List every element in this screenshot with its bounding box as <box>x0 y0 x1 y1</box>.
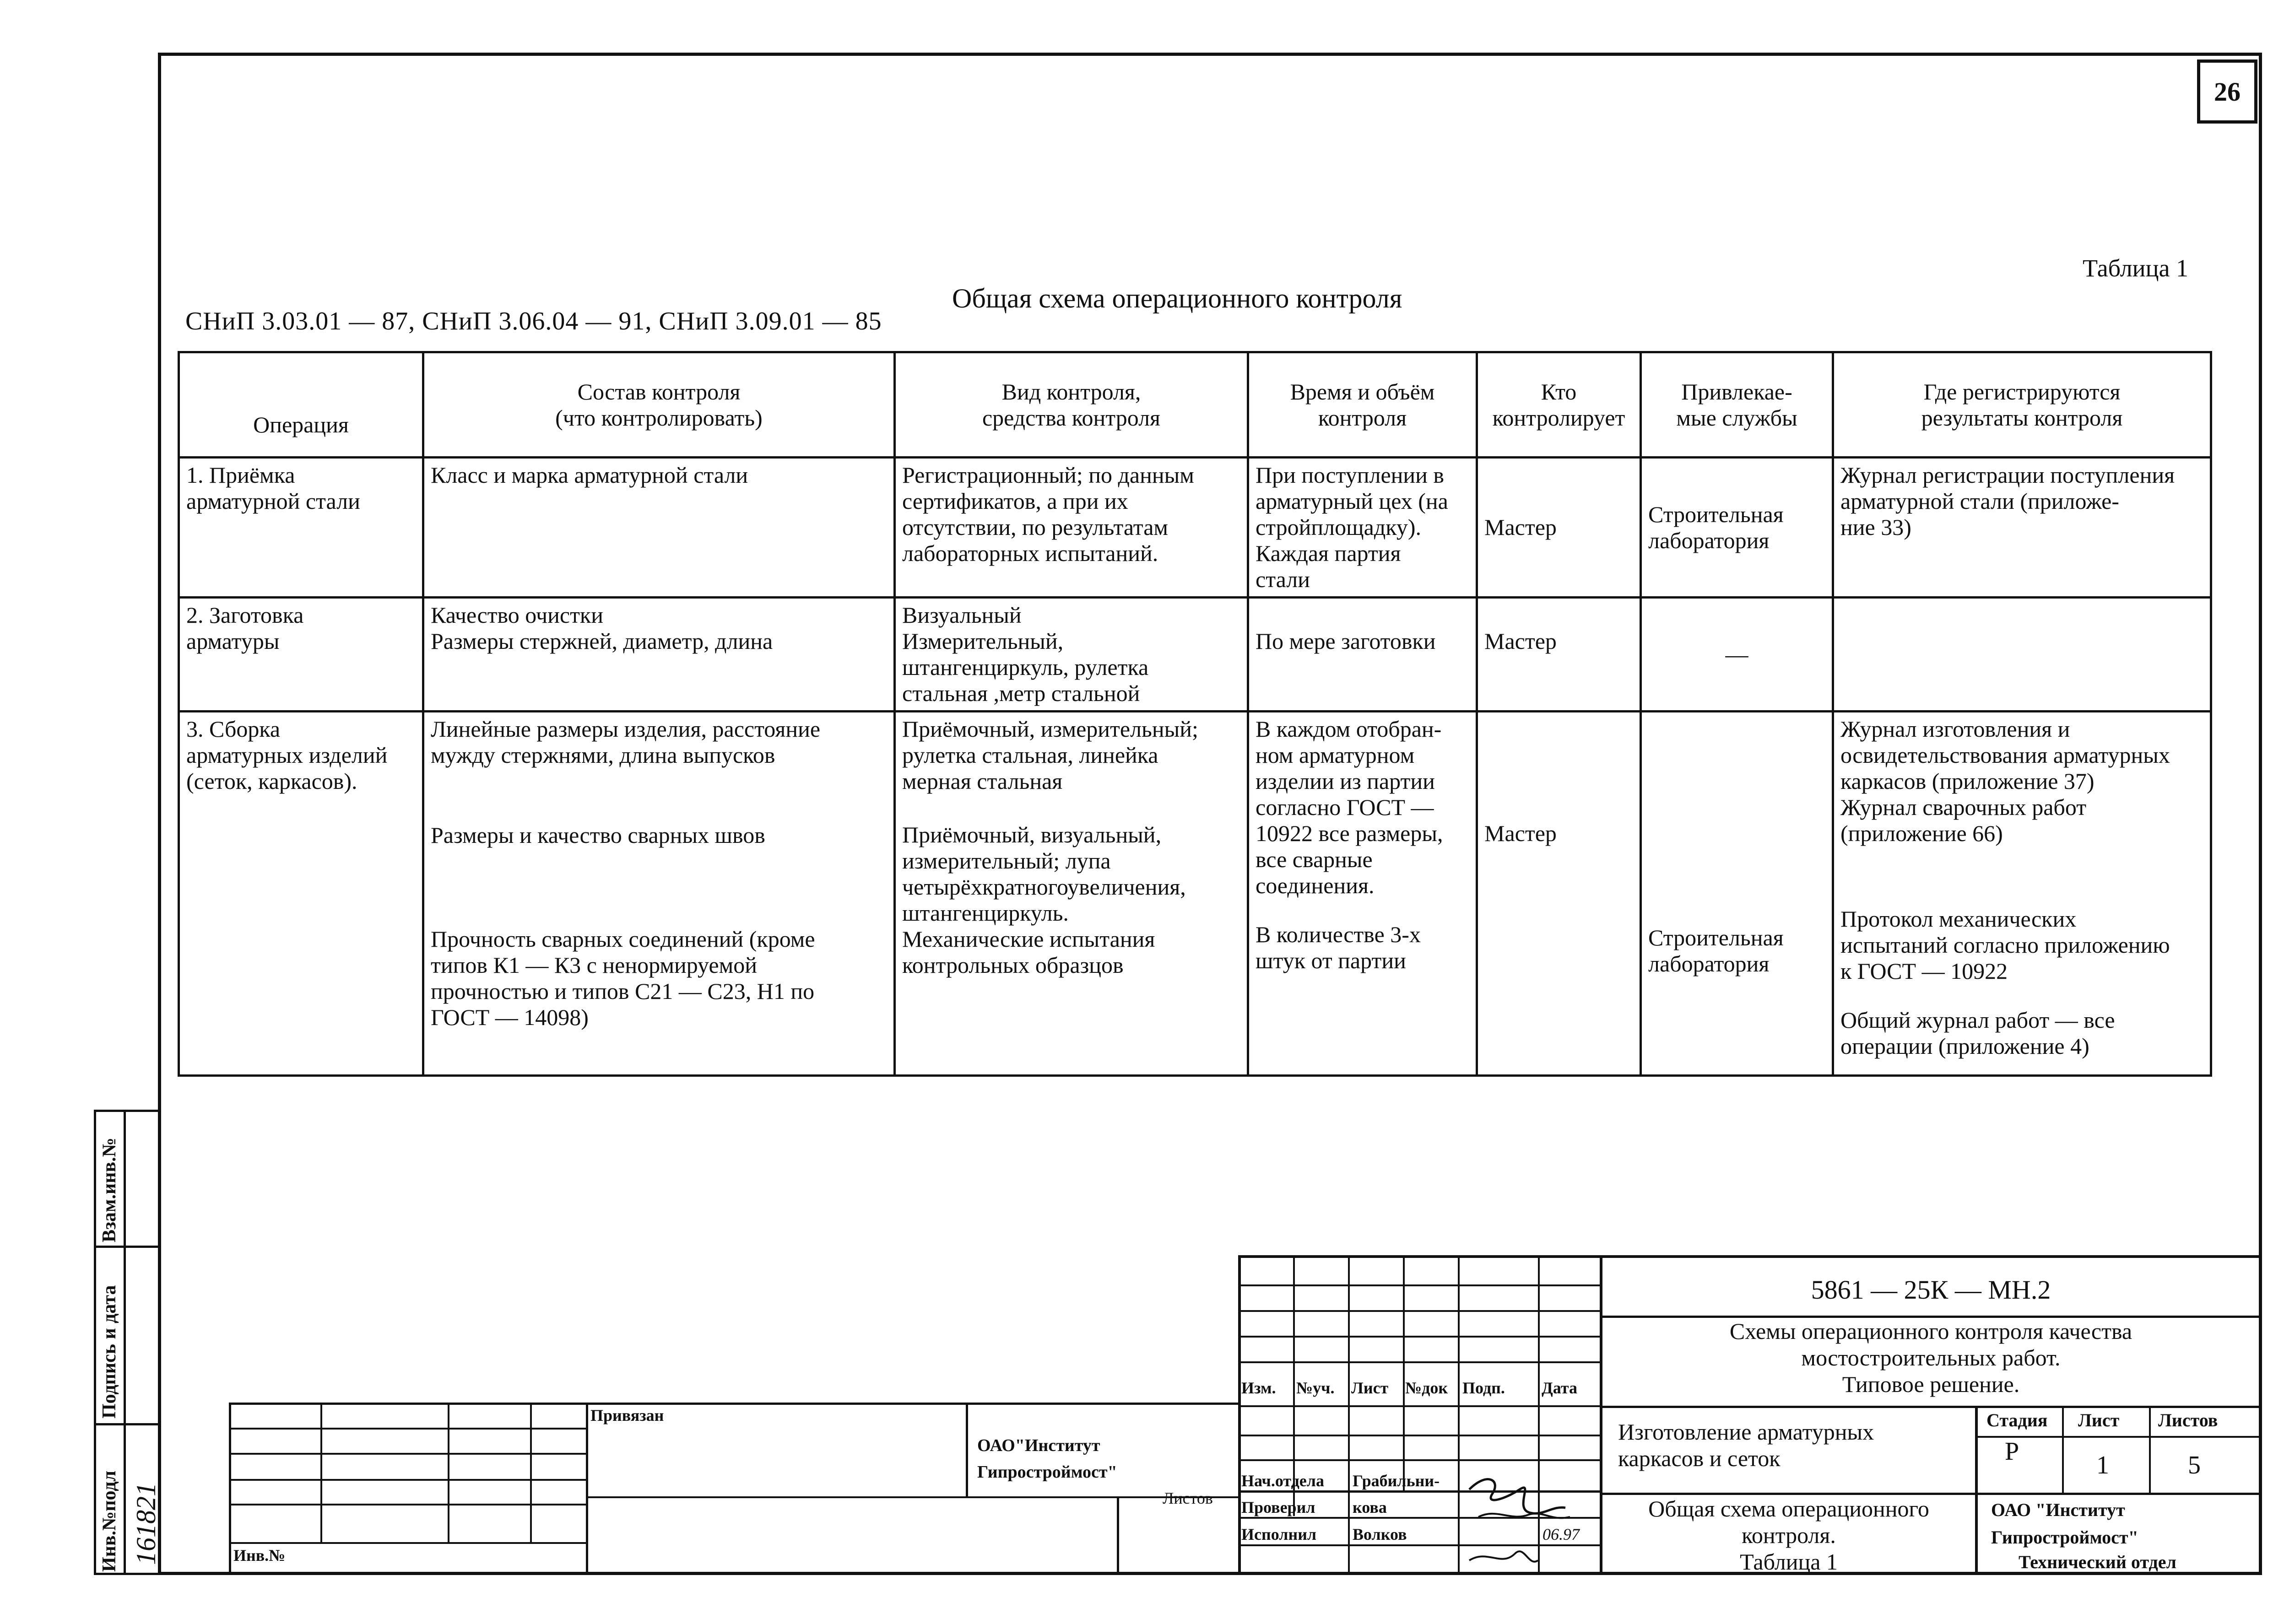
col-nuch: №уч. <box>1296 1379 1335 1397</box>
row1-who: Мастер <box>1477 458 1641 598</box>
side-vzam-inv: Взам.инв.№ <box>99 1138 120 1242</box>
role-prov: Проверил <box>1241 1498 1315 1516</box>
header-composition: Состав контроля (что контролировать) <box>423 352 895 458</box>
table-row <box>179 458 2211 598</box>
sheets-value: 5 <box>2188 1451 2201 1479</box>
snip-references: СНиП 3.03.01 — 87, СНиП 3.06.04 — 91, СНиП 3.09.01 — 85 <box>185 307 882 335</box>
table-row <box>179 598 2211 712</box>
side-podpis-data: Подпись и дата <box>99 1285 120 1419</box>
row3-type: Приёмочный, измерительный; рулетка стальная, линейка мерная стальная Приёмочный, визуальный, измерительный; лупа четырёхкратногоувеличения, штангенциркуль. Механические испытания контрольных образцов <box>895 712 1248 1076</box>
header-operation: Операция <box>179 352 423 458</box>
doc-title: Схемы операционного контроля качества мостостроительных работ. Типовое решение. <box>1729 1318 2132 1397</box>
row3-who: Мастер <box>1477 712 1641 1076</box>
row2-time: По мере заготовки <box>1248 598 1477 712</box>
row1-services: Строительная лаборатория <box>1641 458 1833 598</box>
row3-operation: 3. Сборка арматурных изделий (сеток, каркасов). <box>179 712 423 1076</box>
row3-where: Журнал изготовления и освидетельствования арматурных каркасов (приложение 37) Журнал сварочных работ (приложение 66) Протокол механических испытаний согласно приложению к ГОСТ — 10922 Общий журнал работ — все операции (приложение 4) <box>1833 712 2211 1076</box>
stage-label: Стадия <box>1986 1410 2048 1430</box>
col-podp: Подп. <box>1462 1379 1505 1397</box>
col-data: Дата <box>1542 1379 1577 1397</box>
row2-where <box>1833 598 2211 712</box>
row2-services: — <box>1641 598 1833 712</box>
sheets-label: Листов <box>2158 1410 2218 1430</box>
name-isp: Волков <box>1353 1525 1407 1543</box>
name-prov: кова <box>1353 1498 1387 1516</box>
binding-org: ОАО"Институт Гипростроймост" <box>977 1436 1117 1482</box>
sheet-title: Общая схема операционного контроля. Таблица 1 <box>1648 1496 1929 1575</box>
table-row <box>179 712 2211 1076</box>
row1-time: При поступлении в арматурный цех (на стройплощадку). Каждая партия стали <box>1248 458 1477 598</box>
row1-where: Журнал регистрации поступления арматурной стали (приложе- ние 33) <box>1833 458 2211 598</box>
col-izm: Изм. <box>1241 1379 1276 1397</box>
header-services: Привлекае- мые службы <box>1641 352 1833 458</box>
col-ndok: №док <box>1405 1379 1448 1397</box>
page-number: 26 <box>2197 59 2257 124</box>
org-dept: Технический отдел <box>2019 1552 2176 1572</box>
row1-composition: Класс и марка арматурной стали <box>423 458 895 598</box>
header-where: Где регистрируются результаты контроля <box>1833 352 2211 458</box>
page-title: Общая схема операционного контроля <box>952 283 1402 313</box>
listov-label: Листов <box>1163 1489 1213 1507</box>
row3-services: Строительная лаборатория <box>1641 712 1833 1076</box>
privyazan-label: Привязан <box>590 1406 664 1424</box>
header-who: Кто контролирует <box>1477 352 1641 458</box>
row3-time: В каждом отобран- ном арматурном изделии из партии согласно ГОСТ — 10922 все размеры, все сварные соединения. В количестве 3-х штук от партии <box>1248 712 1477 1076</box>
section-title: Изготовление арматурных каркасов и сеток <box>1618 1419 1874 1471</box>
org-name: ОАО "Институт Гипростроймост" <box>1991 1500 2138 1548</box>
row2-type: Визуальный Измерительный, штангенциркуль, рулетка стальная ,метр стальной <box>895 598 1248 712</box>
table-header-row <box>179 352 2211 458</box>
sheet-label: Лист <box>2078 1410 2120 1430</box>
header-time: Время и объём контроля <box>1248 352 1477 458</box>
side-inv-podl: Инв.№подл <box>99 1470 120 1572</box>
signature-image <box>1460 1462 1597 1574</box>
header-type: Вид контроля, средства контроля <box>895 352 1248 458</box>
signature-date: 06.97 <box>1543 1525 1580 1543</box>
role-nach: Нач.отдела <box>1241 1472 1324 1490</box>
side-inv-value: 161821 <box>131 1483 161 1565</box>
row2-operation: 2. Заготовка арматуры <box>179 598 423 712</box>
row2-composition: Качество очистки Размеры стержней, диаметр, длина <box>423 598 895 712</box>
row3-composition: Линейные размеры изделия, расстояние мужду стержнями, длина выпусков Размеры и качество сварных швов Прочность сварных соединений (кроме типов К1 — К3 с ненормируемой прочностью и типов С21 — С23, Н1 по ГОСТ — 14098) <box>423 712 895 1076</box>
row2-who: Мастер <box>1477 598 1641 712</box>
sheet-value: 1 <box>2096 1451 2109 1479</box>
name-nach: Грабильни- <box>1353 1472 1440 1490</box>
role-isp: Исполнил <box>1241 1525 1317 1543</box>
col-list: Лист <box>1351 1379 1389 1397</box>
inv-no-label: Инв.№ <box>233 1546 286 1565</box>
row1-operation: 1. Приёмка арматурной стали <box>179 458 423 598</box>
doc-code: 5861 — 25К — МН.2 <box>1811 1275 2051 1305</box>
table-label: Таблица 1 <box>2083 254 2188 282</box>
row1-type: Регистрационный; по данным сертификатов, а при их отсутствии, по результатам лабораторных испытаний. <box>895 458 1248 598</box>
stage-value: Р <box>2005 1437 2019 1466</box>
control-table <box>178 351 2212 1077</box>
